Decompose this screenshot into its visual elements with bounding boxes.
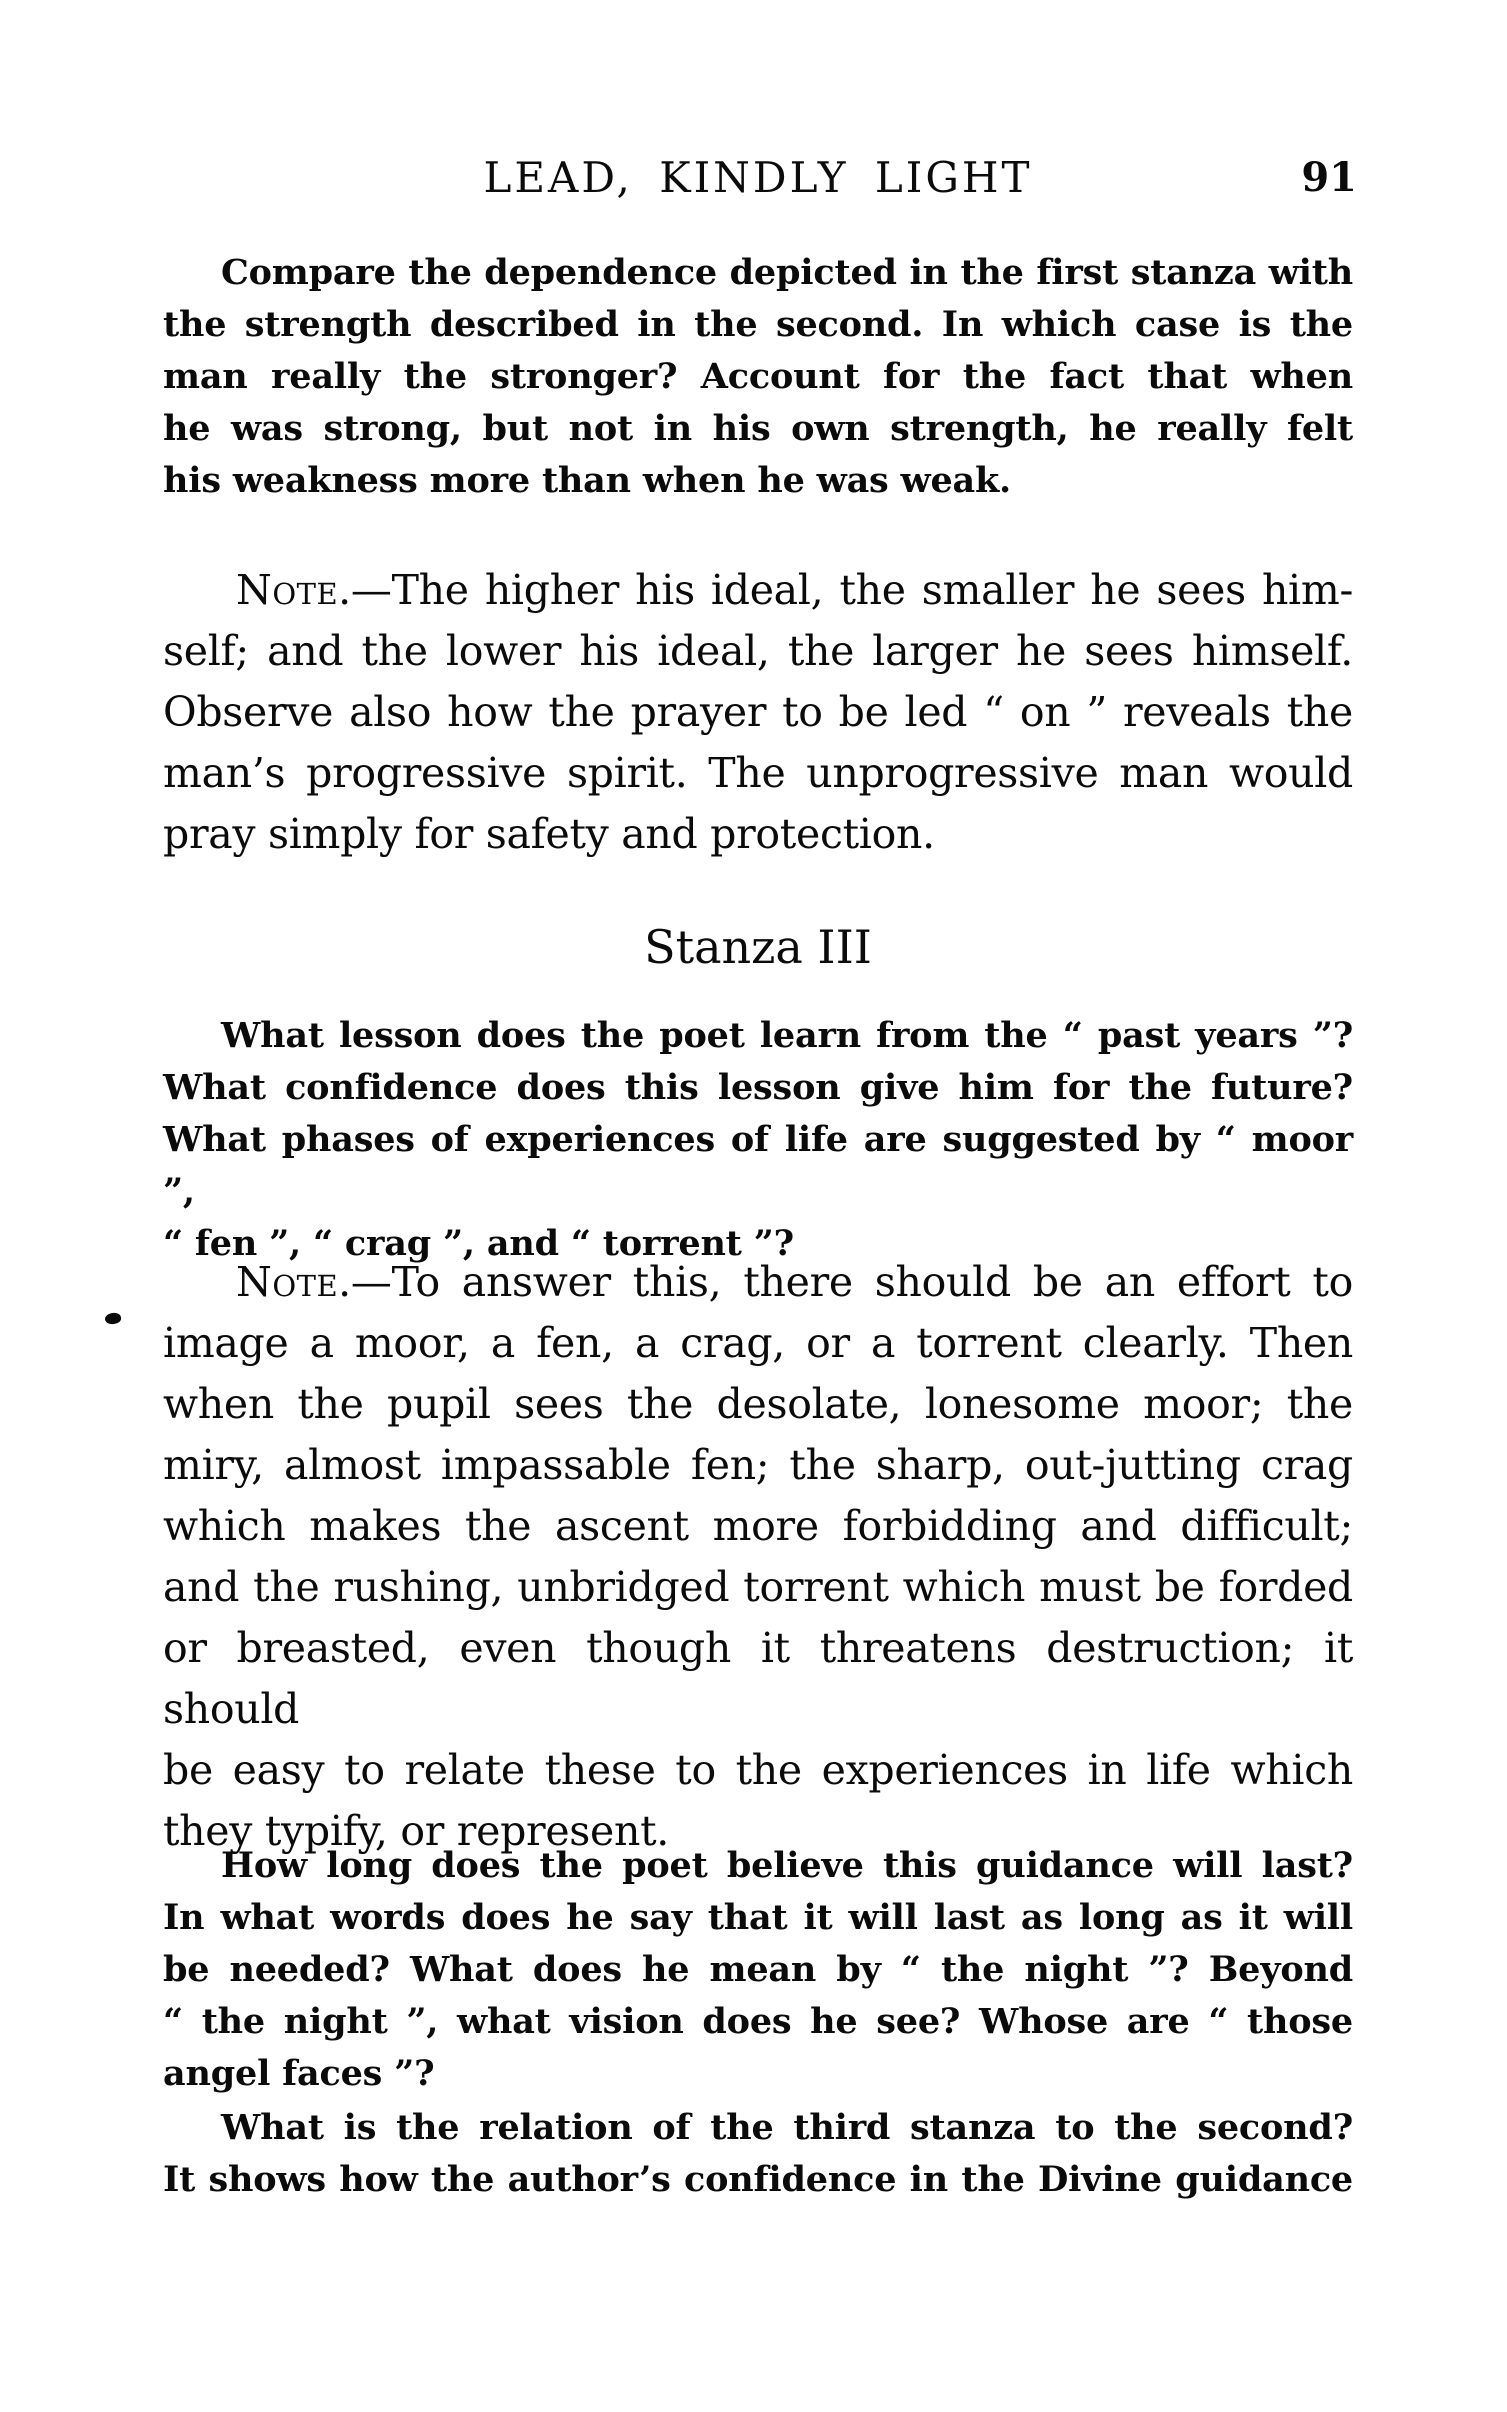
text-line: “ the night ”, what vision does he see? Whose are “ those bbox=[163, 2001, 1353, 2042]
text-line: pray simply for safety and protection. bbox=[163, 810, 935, 858]
text-line: self; and the lower his ideal, the larger he sees himself. bbox=[163, 627, 1353, 675]
text-line: when the pupil sees the desolate, lonesome moor; the bbox=[163, 1380, 1353, 1428]
question-paragraph bbox=[163, 1010, 1353, 1270]
running-title: LEAD, KINDLY LIGHT bbox=[483, 153, 1033, 202]
question-paragraph bbox=[163, 247, 1353, 507]
text-line: miry, almost impassable fen; the sharp, out-jutting crag bbox=[163, 1441, 1353, 1489]
text-line: In what words does he say that it will last as long as it will bbox=[163, 1897, 1353, 1938]
text-line: and the rushing, unbridged torrent which must be forded bbox=[163, 1563, 1353, 1611]
text-line: his weakness more than when he was weak. bbox=[163, 460, 1012, 501]
question-paragraph bbox=[163, 2102, 1353, 2206]
note-label: Note bbox=[236, 566, 339, 614]
text-line: he was strong, but not in his own strength, he really felt bbox=[163, 408, 1353, 449]
question-paragraph bbox=[163, 1840, 1353, 2100]
text-line: “ fen ”, “ crag ”, and “ torrent ”? bbox=[163, 1223, 794, 1264]
text-line: How long does the poet believe this guidance will last? bbox=[221, 1845, 1353, 1886]
text-line: or breasted, even though it threatens destruction; it should bbox=[163, 1624, 1353, 1733]
text-line: be easy to relate these to the experiences in life which bbox=[163, 1746, 1353, 1794]
text-line: Note.—The higher his ideal, the smaller he sees him- bbox=[236, 566, 1353, 614]
text-line: What phases of experiences of life are suggested by “ moor ”, bbox=[163, 1119, 1353, 1212]
stanza-heading: Stanza III bbox=[644, 920, 872, 974]
text-line: It shows how the author’s confidence in the Divine guidance bbox=[163, 2159, 1353, 2200]
text-line: Observe also how the prayer to be led “ on ” reveals the bbox=[163, 688, 1353, 736]
text-line: the strength described in the second. In which case is the bbox=[163, 304, 1353, 345]
text-line: What confidence does this lesson give him for the future? bbox=[163, 1067, 1353, 1108]
text-line: man really the stronger? Account for the fact that when bbox=[163, 356, 1353, 397]
text-line: which makes the ascent more forbidding and difficult; bbox=[163, 1502, 1353, 1550]
note-paragraph bbox=[163, 1252, 1353, 1862]
text-line: man’s progressive spirit. The unprogressive man would bbox=[163, 749, 1353, 797]
page-number: 91 bbox=[1301, 154, 1357, 201]
ink-speck bbox=[104, 1312, 121, 1325]
page-header bbox=[163, 150, 1357, 206]
text-line: Note.—To answer this, there should be an effort to bbox=[236, 1258, 1353, 1306]
note-label: Note bbox=[236, 1258, 339, 1306]
text-line: What lesson does the poet learn from the “ past years ”? bbox=[221, 1015, 1353, 1056]
note-paragraph bbox=[163, 560, 1353, 865]
text-line: they typify, or represent. bbox=[163, 1807, 670, 1855]
text-line: What is the relation of the third stanza to the second? bbox=[221, 2107, 1353, 2148]
text-line: be needed? What does he mean by “ the night ”? Beyond bbox=[163, 1949, 1353, 1990]
text-line: Compare the dependence depicted in the first stanza with bbox=[221, 252, 1353, 293]
text-line: image a moor, a fen, a crag, or a torrent clearly. Then bbox=[163, 1319, 1353, 1367]
text-line: angel faces ”? bbox=[163, 2053, 435, 2094]
